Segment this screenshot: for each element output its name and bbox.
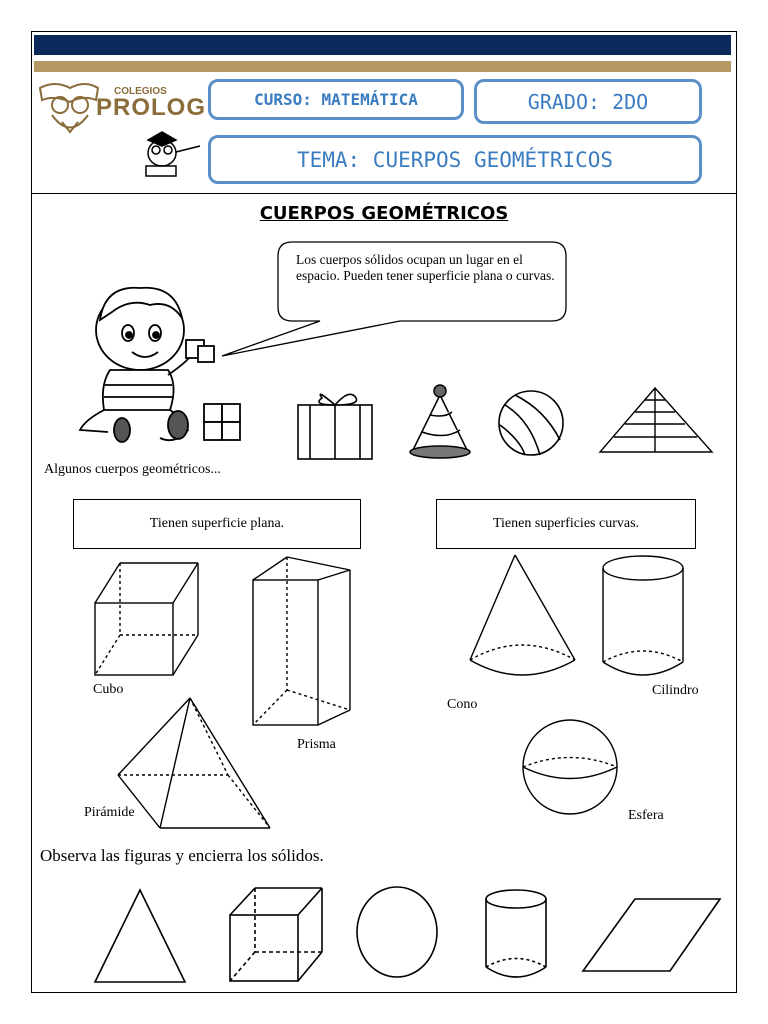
cone-drawing	[470, 555, 575, 675]
cylinder-figure	[486, 890, 546, 977]
cylinder-drawing	[603, 556, 683, 675]
curved-surface-box	[436, 499, 696, 549]
logo-small-text: COLEGIOS	[114, 86, 167, 97]
sphere-label: Esfera	[628, 808, 664, 823]
cube-figure	[230, 888, 322, 981]
gift-box-illustration	[298, 394, 372, 459]
curved-surface-label: Tienen superficies curvas.	[492, 516, 640, 531]
flat-surface-box	[73, 499, 361, 549]
prism-label: Prisma	[297, 737, 336, 752]
speech-bubble-text: Los cuerpos sólidos ocupan un lugar en el espacio. Pueden tener superficie plana o curvas.	[296, 252, 555, 283]
owl-teacher-icon	[146, 132, 200, 176]
exercise-instruction: Observa las figuras y encierra los sólidos.	[40, 846, 324, 865]
course-box	[208, 79, 464, 120]
circle-figure	[357, 887, 437, 977]
beach-ball-illustration	[499, 391, 563, 455]
sphere-drawing	[523, 720, 617, 814]
intro-text: Algunos cuerpos geométricos...	[44, 462, 221, 477]
boy-illustration	[80, 288, 240, 442]
grade-box	[474, 79, 702, 124]
flat-surface-label: Tienen superficie plana.	[149, 516, 285, 531]
parallelogram-figure	[583, 899, 720, 971]
topic-box	[208, 135, 702, 184]
pyramid-label: Pirámide	[84, 805, 135, 820]
prism-drawing	[253, 557, 350, 725]
cube-label: Cubo	[93, 682, 124, 697]
cone-label: Cono	[447, 697, 478, 712]
logo-name: PROLOG	[96, 94, 207, 121]
grade-label: GRADO: 2DO	[527, 89, 649, 114]
logo-icon	[40, 84, 98, 132]
header-divider	[31, 193, 737, 194]
cylinder-label: Cilindro	[652, 683, 699, 698]
party-hat-illustration	[410, 385, 470, 458]
triangle-figure	[95, 890, 185, 982]
pyramid-illustration	[600, 388, 712, 452]
course-label: CURSO: MATEMÁTICA	[254, 90, 418, 109]
page-title: CUERPOS GEOMÉTRICOS	[259, 203, 509, 224]
topic-label: TEMA: CUERPOS GEOMÉTRICOS	[296, 147, 614, 172]
pyramid-drawing	[118, 698, 270, 828]
cube-drawing	[95, 563, 198, 675]
